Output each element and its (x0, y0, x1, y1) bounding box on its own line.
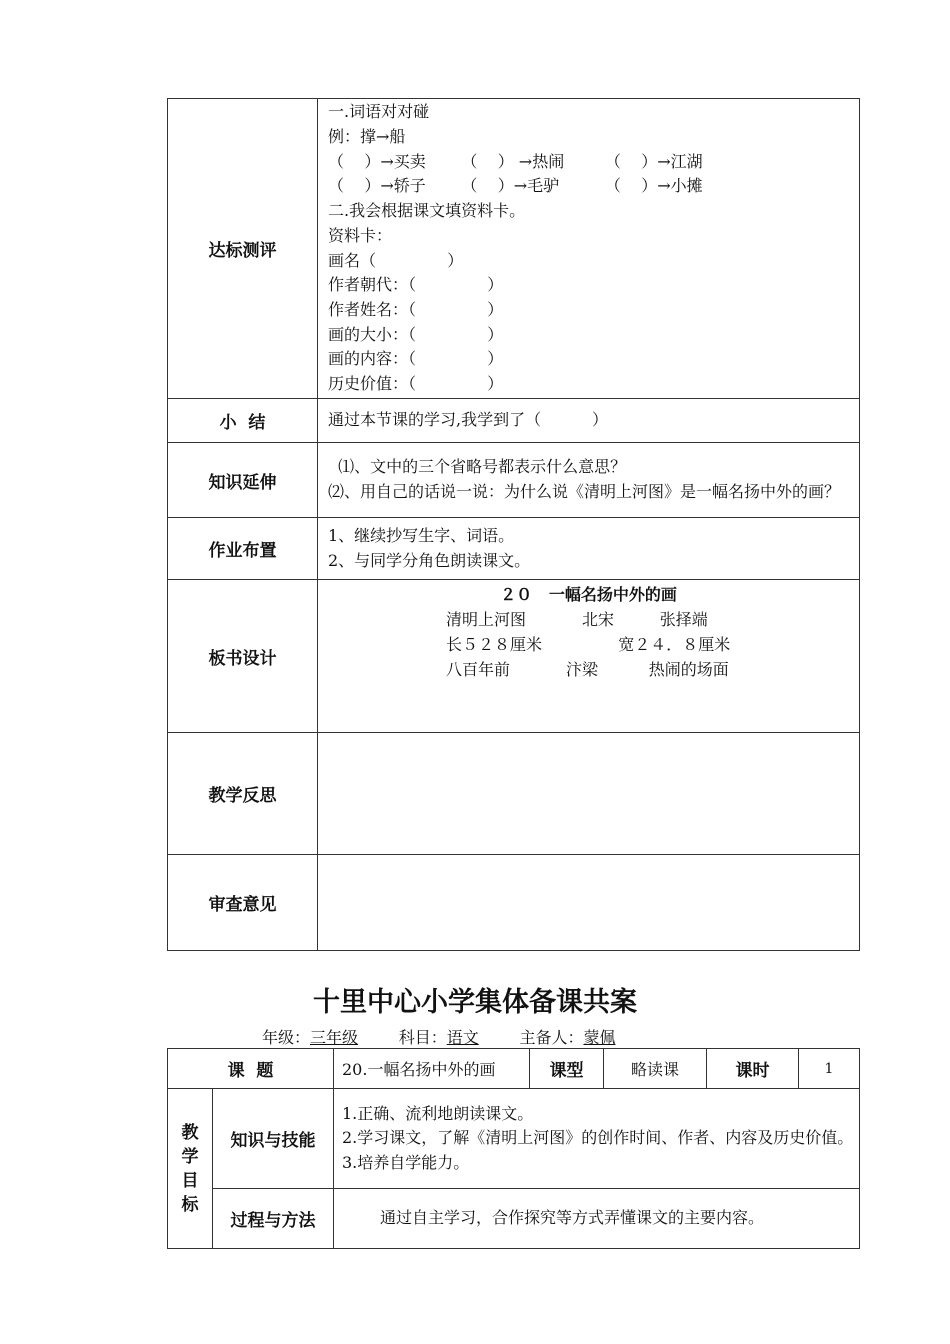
process-text: 通过自主学习，合作探究等方式弄懂课文的主要内容。 (380, 1208, 765, 1228)
board-design-content (318, 580, 860, 733)
type-label: 课型 (530, 1049, 604, 1089)
grade-label: 年级： (262, 1028, 311, 1047)
grade-value: 三年级 (310, 1028, 359, 1047)
reflection-label: 教学反思 (168, 733, 318, 855)
board-line: 清明上河图 北宋 张择端 (446, 610, 708, 629)
extension-label: 知识延伸 (168, 443, 318, 518)
board-line: 八百年前 汴梁 热闹的场面 (446, 660, 729, 679)
extension-question-2: ⑵、用自己的话说一说：为什么说《清明上河图》是一幅名扬中外的画？ (328, 482, 841, 501)
assessment-content (318, 99, 860, 399)
process-methods-label: 过程与方法 (213, 1189, 334, 1249)
assessment-line: 作者朝代：（ ） (328, 275, 504, 295)
knowledge-item: 3.培养自学能力。 (342, 1152, 470, 1172)
extension-question-1: ⑴、文中的三个省略号都表示什么意思？ (328, 457, 627, 477)
assessment-line: 二.我会根据课文填资料卡。 (328, 201, 526, 221)
board-title: ２０ 一幅名扬中外的画 (500, 585, 677, 604)
hours-value: 1 (799, 1049, 860, 1089)
homework-item: 2、与同学分角色朗读课文。 (328, 550, 531, 570)
process-methods-content (334, 1189, 860, 1249)
board-line: 长５２８厘米 宽２４．８厘米 (446, 635, 731, 654)
preparer-value: 蒙佩 (583, 1028, 616, 1047)
homework-item: 1、继续抄写生字、词语。 (328, 525, 515, 545)
assessment-line: （ ）→买卖 （ ） →热闹 （ ）→江湖 (328, 151, 703, 171)
assessment-line: 画的大小：（ ） (328, 324, 504, 344)
review-content (318, 855, 860, 951)
subject-label: 科目： (398, 1028, 447, 1047)
assessment-line: 作者姓名：（ ） (328, 299, 504, 319)
assessment-line: 画名（ ） (328, 250, 464, 270)
knowledge-item: 1.正确、流利地朗读课文。 (342, 1103, 534, 1123)
summary-label: 小 结 (168, 399, 318, 443)
lesson-meta (262, 1025, 615, 1048)
type-value: 略读课 (604, 1049, 707, 1089)
assessment-line: 画的内容：（ ） (328, 349, 504, 369)
knowledge-item: 2.学习课文，了解《清明上河图》的创作时间、作者、内容及历史价值。 (342, 1128, 854, 1148)
assessment-line: 一.词语对对碰 (328, 102, 430, 122)
teaching-goals-label: 教 学 目 标 (168, 1089, 213, 1249)
topic-value: 20.一幅名扬中外的画 (334, 1049, 530, 1089)
board-design-label: 板书设计 (168, 580, 318, 733)
assessment-line: （ ）→轿子 （ ）→毛驴 （ ）→小摊 (328, 176, 703, 196)
summary-content (318, 399, 860, 443)
knowledge-skills-content (334, 1089, 860, 1189)
topic-label: 课 题 (168, 1049, 334, 1089)
reflection-content (318, 733, 860, 855)
summary-text: 通过本节课的学习,我学到了（ ） (328, 410, 608, 430)
page-title: 十里中心小学集体备课共案 (313, 987, 637, 1018)
assessment-line: 例：撑→船 (328, 126, 406, 146)
assessment-label: 达标测评 (168, 99, 318, 399)
homework-label: 作业布置 (168, 518, 318, 580)
knowledge-skills-label: 知识与技能 (213, 1089, 334, 1189)
course-info-table (167, 1048, 860, 1249)
review-label: 审查意见 (168, 855, 318, 951)
preparer-label: 主备人： (519, 1028, 584, 1047)
lesson-plan-table (167, 98, 860, 951)
extension-content (318, 443, 860, 518)
subject-value: 语文 (446, 1028, 479, 1047)
assessment-line: 资料卡： (328, 225, 393, 245)
assessment-line: 历史价值：（ ） (328, 374, 504, 394)
homework-content (318, 518, 860, 580)
hours-label: 课时 (707, 1049, 799, 1089)
